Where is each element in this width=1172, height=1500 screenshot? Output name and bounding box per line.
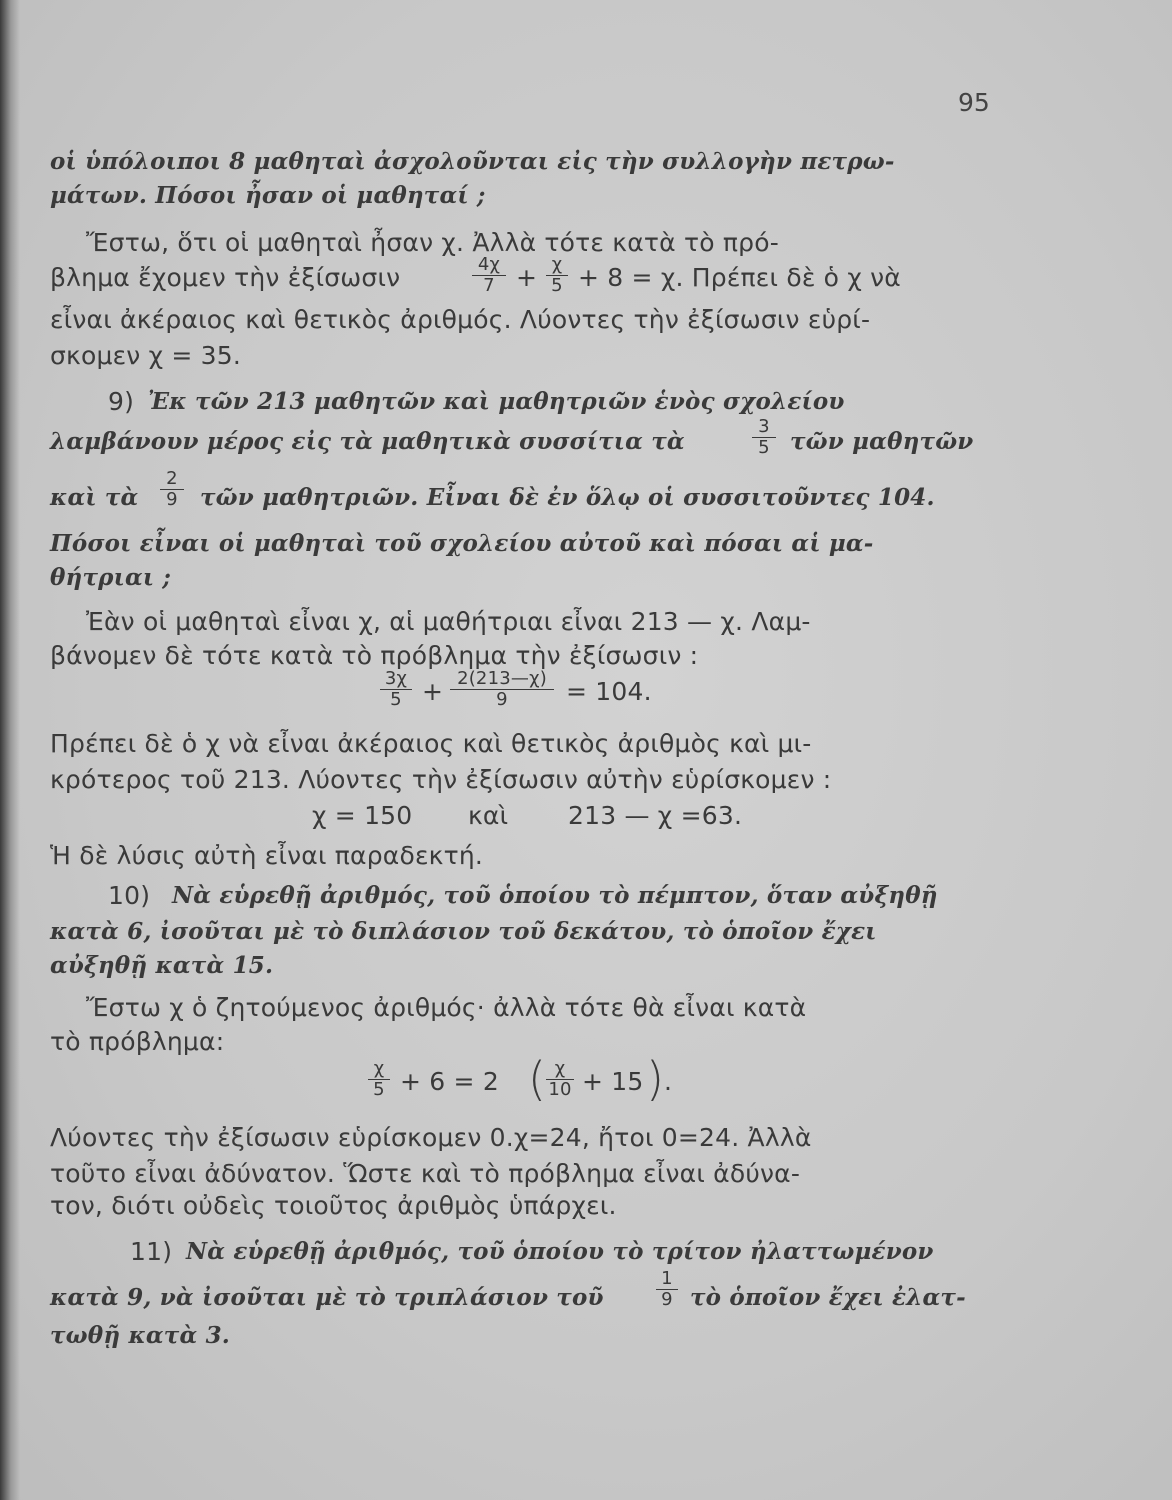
fraction: χ 10 [546,1060,574,1099]
text-line: Πόσοι εἶναι οἱ μαθηταὶ τοῦ σχολείου αὐτοῦ καὶ πόσαι αἱ μα- [50,530,874,557]
text-line: αὐξηθῇ κατὰ 15. [50,952,274,979]
text-line: σκομεν χ = 35. [50,341,242,370]
problem-heading: 9) Ἐκ τῶν 213 μαθητῶν καὶ μαθητριῶν ἑνὸς σχολείου [108,387,845,416]
text-line: μάτων. Πόσοι ἦσαν οἱ μαθηταί ; [50,182,486,209]
text-line: τον, διότι οὐδεὶς τοιοῦτος ἀριθμὸς ὑπάρχει. [50,1191,617,1220]
page-gutter-shadow [0,0,20,1500]
text-line: Ἔστω, ὅτι οἱ μαθηταὶ ἦσαν χ. Ἀλλὰ τότε κατὰ τὸ πρό- [86,228,779,257]
fraction: 4χ 7 [472,256,506,295]
text-line: Ἡ δὲ λύσις αὐτὴ εἶναι παραδεκτή. [50,841,484,870]
equation-line: βλημα ἔχομεν τὴν ἐξίσωσιν 4χ 7 + χ 5 + 8 = χ. Πρέπει δὲ ὁ χ νὰ [50,254,901,296]
text-line: τωθῇ κατὰ 3. [50,1322,230,1349]
text-line: βάνομεν δὲ τότε κατὰ τὸ πρόβλημα τὴν ἐξίσωσιν : [50,641,699,670]
fraction: 1 9 [656,1270,678,1309]
text-line: οἱ ὑπόλοιποι 8 μαθηταὶ ἀσχολοῦνται εἰς τὴν συλλογὴν πετρω- [50,148,895,175]
text-line: κατὰ 9, νὰ ἰσοῦται μὲ τὸ τριπλάσιον τοῦ 1 9 τὸ ὁποῖον ἔχει ἐλατ- [50,1268,966,1311]
equation-line: 3χ 5 + 2(213—χ) 9 = 104. [50,672,1000,712]
text-line: Ἐὰν οἱ μαθηταὶ εἶναι χ, αἱ μαθήτριαι εἶναι 213 — χ. Λαμ- [86,607,811,636]
text-line: λαμβάνουν μέρος εἰς τὰ μαθητικὰ συσσίτια τὰ 3 5 τῶν μαθητῶν [50,416,974,458]
text-line: κρότερος τοῦ 213. Λύοντες τὴν ἐξίσωσιν αὐτὴν εὑρίσκομεν : [50,765,832,794]
text-line: Λύοντες τὴν ἐξίσωσιν εὑρίσκομεν 0.χ=24, ἤτοι 0=24. Ἀλλὰ [50,1123,812,1152]
text-line: καὶ τὰ 2 9 τῶν μαθητριῶν. Εἶναι δὲ ἐν ὅλῳ οἱ συσσιτοῦντες 104. [50,468,935,511]
fraction: 3χ 5 [380,670,412,709]
problem-heading: 11) Νὰ εὑρεθῇ ἀριθμός, τοῦ ὁποίου τὸ τρίτον ἠλαττωμένον [130,1237,934,1266]
problem-heading: 10) Νὰ εὑρεθῇ ἀριθμός, τοῦ ὁποίου τὸ πέμπτον, ὅταν αὐξηθῇ [108,881,938,910]
text-line: Ἔστω χ ὁ ζητούμενος ἀριθμός· ἀλλὰ τότε θὰ εἶναι κατὰ [86,993,807,1022]
fraction: 3 5 [752,418,776,457]
page-number: 95 [958,88,990,117]
paren-close: ) [646,1052,665,1106]
text-line: θήτριαι ; [50,564,172,591]
equation-line: χ 5 + 6 = 2 ( χ 10 + 15 ) . [50,1062,1000,1102]
fraction: 2 9 [160,470,184,509]
text-line: τὸ πρόβλημα: [50,1027,225,1056]
text-line: κατὰ 6, ἰσοῦται μὲ τὸ διπλάσιον τοῦ δεκάτου, τὸ ὁποῖον ἔχει [50,918,877,945]
text-line: τοῦτο εἶναι ἀδύνατον. Ὥστε καὶ τὸ πρόβλημα εἶναι ἀδύνα- [50,1159,801,1188]
equation-line: χ = 150 καὶ 213 — χ =63. [312,801,743,830]
text-line: Πρέπει δὲ ὁ χ νὰ εἶναι ἀκέραιος καὶ θετικὸς ἀριθμὸς καὶ μι- [50,729,812,758]
text-line: εἶναι ἀκέραιος καὶ θετικὸς ἀριθμός. Λύοντες τὴν ἐξίσωσιν εὑρί- [50,305,871,334]
fraction: χ 5 [368,1060,390,1099]
paren-open: ( [528,1052,547,1106]
fraction: 2(213—χ) 9 [450,670,554,709]
fraction: χ 5 [546,256,568,295]
